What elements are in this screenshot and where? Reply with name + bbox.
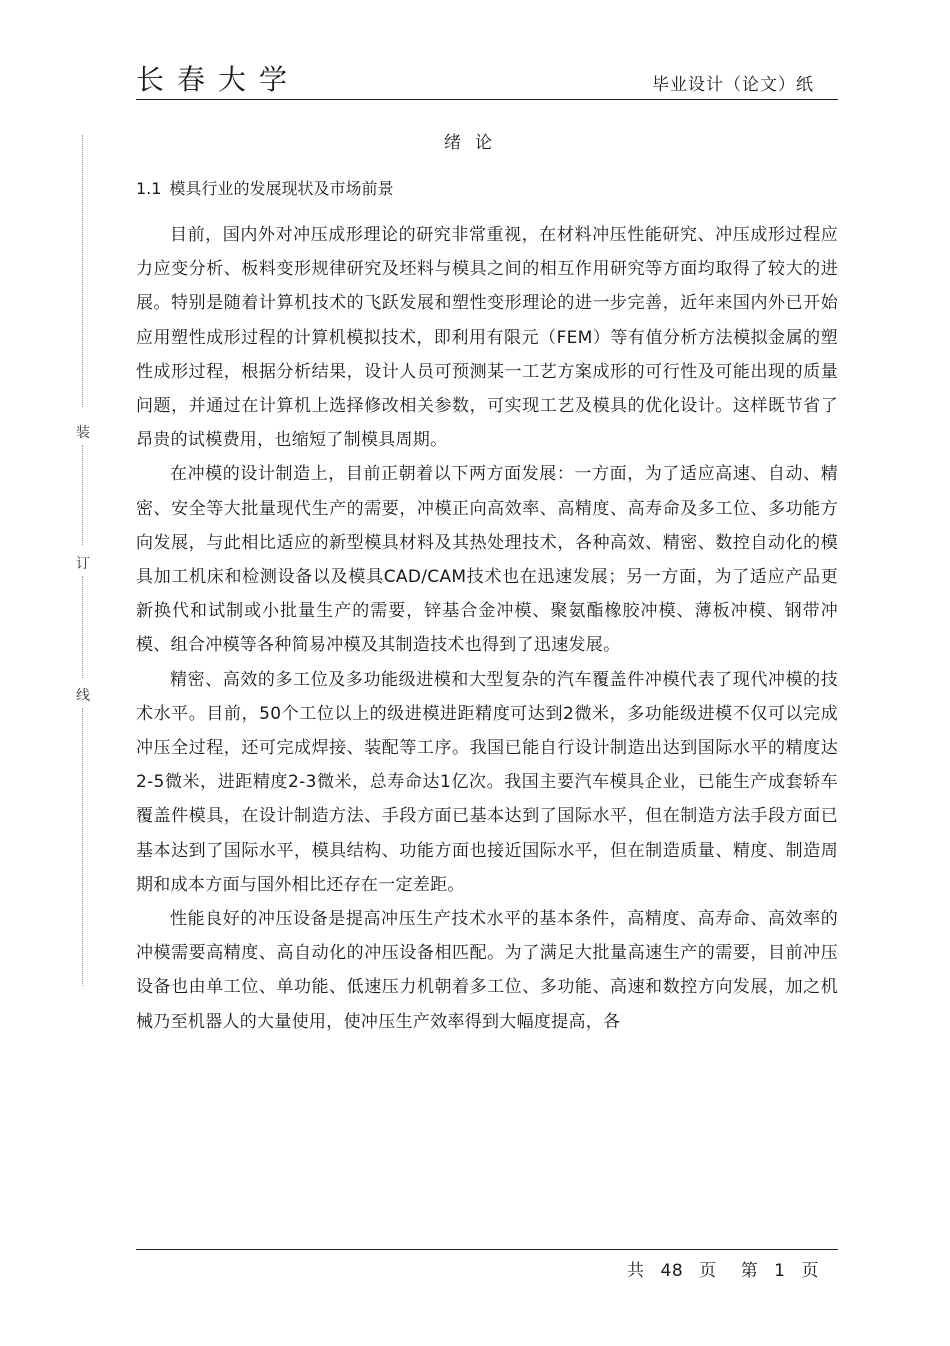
page-counter <box>627 1256 819 1281</box>
total-pages: 48 <box>660 1261 684 1281</box>
body-text <box>136 218 838 1039</box>
paragraph: 性能良好的冲压设备是提高冲压生产技术水平的基本条件，高精度、高寿命、高效率的冲模需要高精度、高自动化的冲压设备相匹配。为了满足大批量高速生产的需要，目前冲压设备也由单工位、单功能、低速压力机朝着多工位、多功能、高速和数控方向发展，加之机械乃至机器人的大量使用，使冲压生产效率得到大幅度提高，各 <box>136 909 838 1032</box>
binding-char-zhuang: 装 <box>76 425 90 441</box>
binding-char-xian: 线 <box>76 688 90 704</box>
paragraph: 目前，国内外对冲压成形理论的研究非常重视，在材料冲压性能研究、冲压成形过程应力应变分析、板料变形规律研究及坯料与模具之间的相互作用研究等方面均取得了较大的进展。特别是随着计算机技术的飞跃发展和塑性变形理论的进一步完善，近年来国内外已开始应用塑性成形过程的计算机模拟技术，即利用有限元（FEM）等有值分析方法模拟金属的塑性成形过程，根据分析结果，设计人员可预测某一工艺方案成形的可行性及可能出现的质量问题，并通过在计算机上选择修改相关参数，可实现工艺及模具的优化设计。这样既节省了昂贵的试模费用，也缩短了制模具周期。 <box>136 225 838 451</box>
section-number: 1.1 <box>136 179 162 198</box>
footer-divider <box>136 1249 838 1250</box>
binding-line-segment <box>82 576 83 678</box>
current-suffix: 页 <box>801 1261 819 1281</box>
paragraph: 精密、高效的多工位及多功能级进模和大型复杂的汽车覆盖件冲模代表了现代冲模的技术水平。目前，50个工位以上的级进模进距精度可达到2微米，多功能级进模不仅可以完成冲压全过程，还可完成焊接、装配等工序。我国已能自行设计制造出达到国际水平的精度达2-5微米，进距精度2-3微米，总寿命达1亿次。我国主要汽车模具企业，已能生产成套轿车覆盖件模具，在设计制造方法、手段方面已基本达到了国际水平，但在制造方法手段方面已基本达到了国际水平，模具结构、功能方面也接近国际水平，但在制造质量、精度、制造周期和成本方面与国外相比还存在一定差距。 <box>136 669 838 895</box>
section-title: 模具行业的发展现状及市场前景 <box>169 179 394 198</box>
total-prefix: 共 <box>627 1261 645 1281</box>
university-name: 长春大学 <box>136 63 301 96</box>
binding-line-segment <box>82 445 83 545</box>
header-divider <box>136 99 838 100</box>
total-suffix: 页 <box>699 1261 717 1281</box>
binding-line-segment <box>82 135 83 407</box>
paper-type-label: 毕业设计（论文）纸 <box>652 75 814 95</box>
binding-line-segment <box>82 708 83 986</box>
current-page: 1 <box>774 1261 786 1281</box>
chapter-title: 绪论 <box>444 133 506 153</box>
binding-char-ding: 订 <box>76 556 90 572</box>
current-prefix: 第 <box>740 1261 759 1281</box>
paragraph: 在冲模的设计制造上，目前正朝着以下两方面发展：一方面，为了适应高速、自动、精密、安全等大批量现代生产的需要，冲模正向高效率、高精度、高寿命及多工位、多功能方向发展，与此相比适应的新型模具材料及其热处理技术，各种高效、精密、数控自动化的模具加工机床和检测设备以及模具CAD/CAM技术也在迅速发展；另一方面，为了适应产品更新换代和试制或小批量生产的需要，锌基合金冲模、聚氨酯橡胶冲模、薄板冲模、钢带冲模、组合冲模等各种简易冲模及其制造技术也得到了迅速发展。 <box>136 464 838 656</box>
section-heading <box>136 176 393 199</box>
